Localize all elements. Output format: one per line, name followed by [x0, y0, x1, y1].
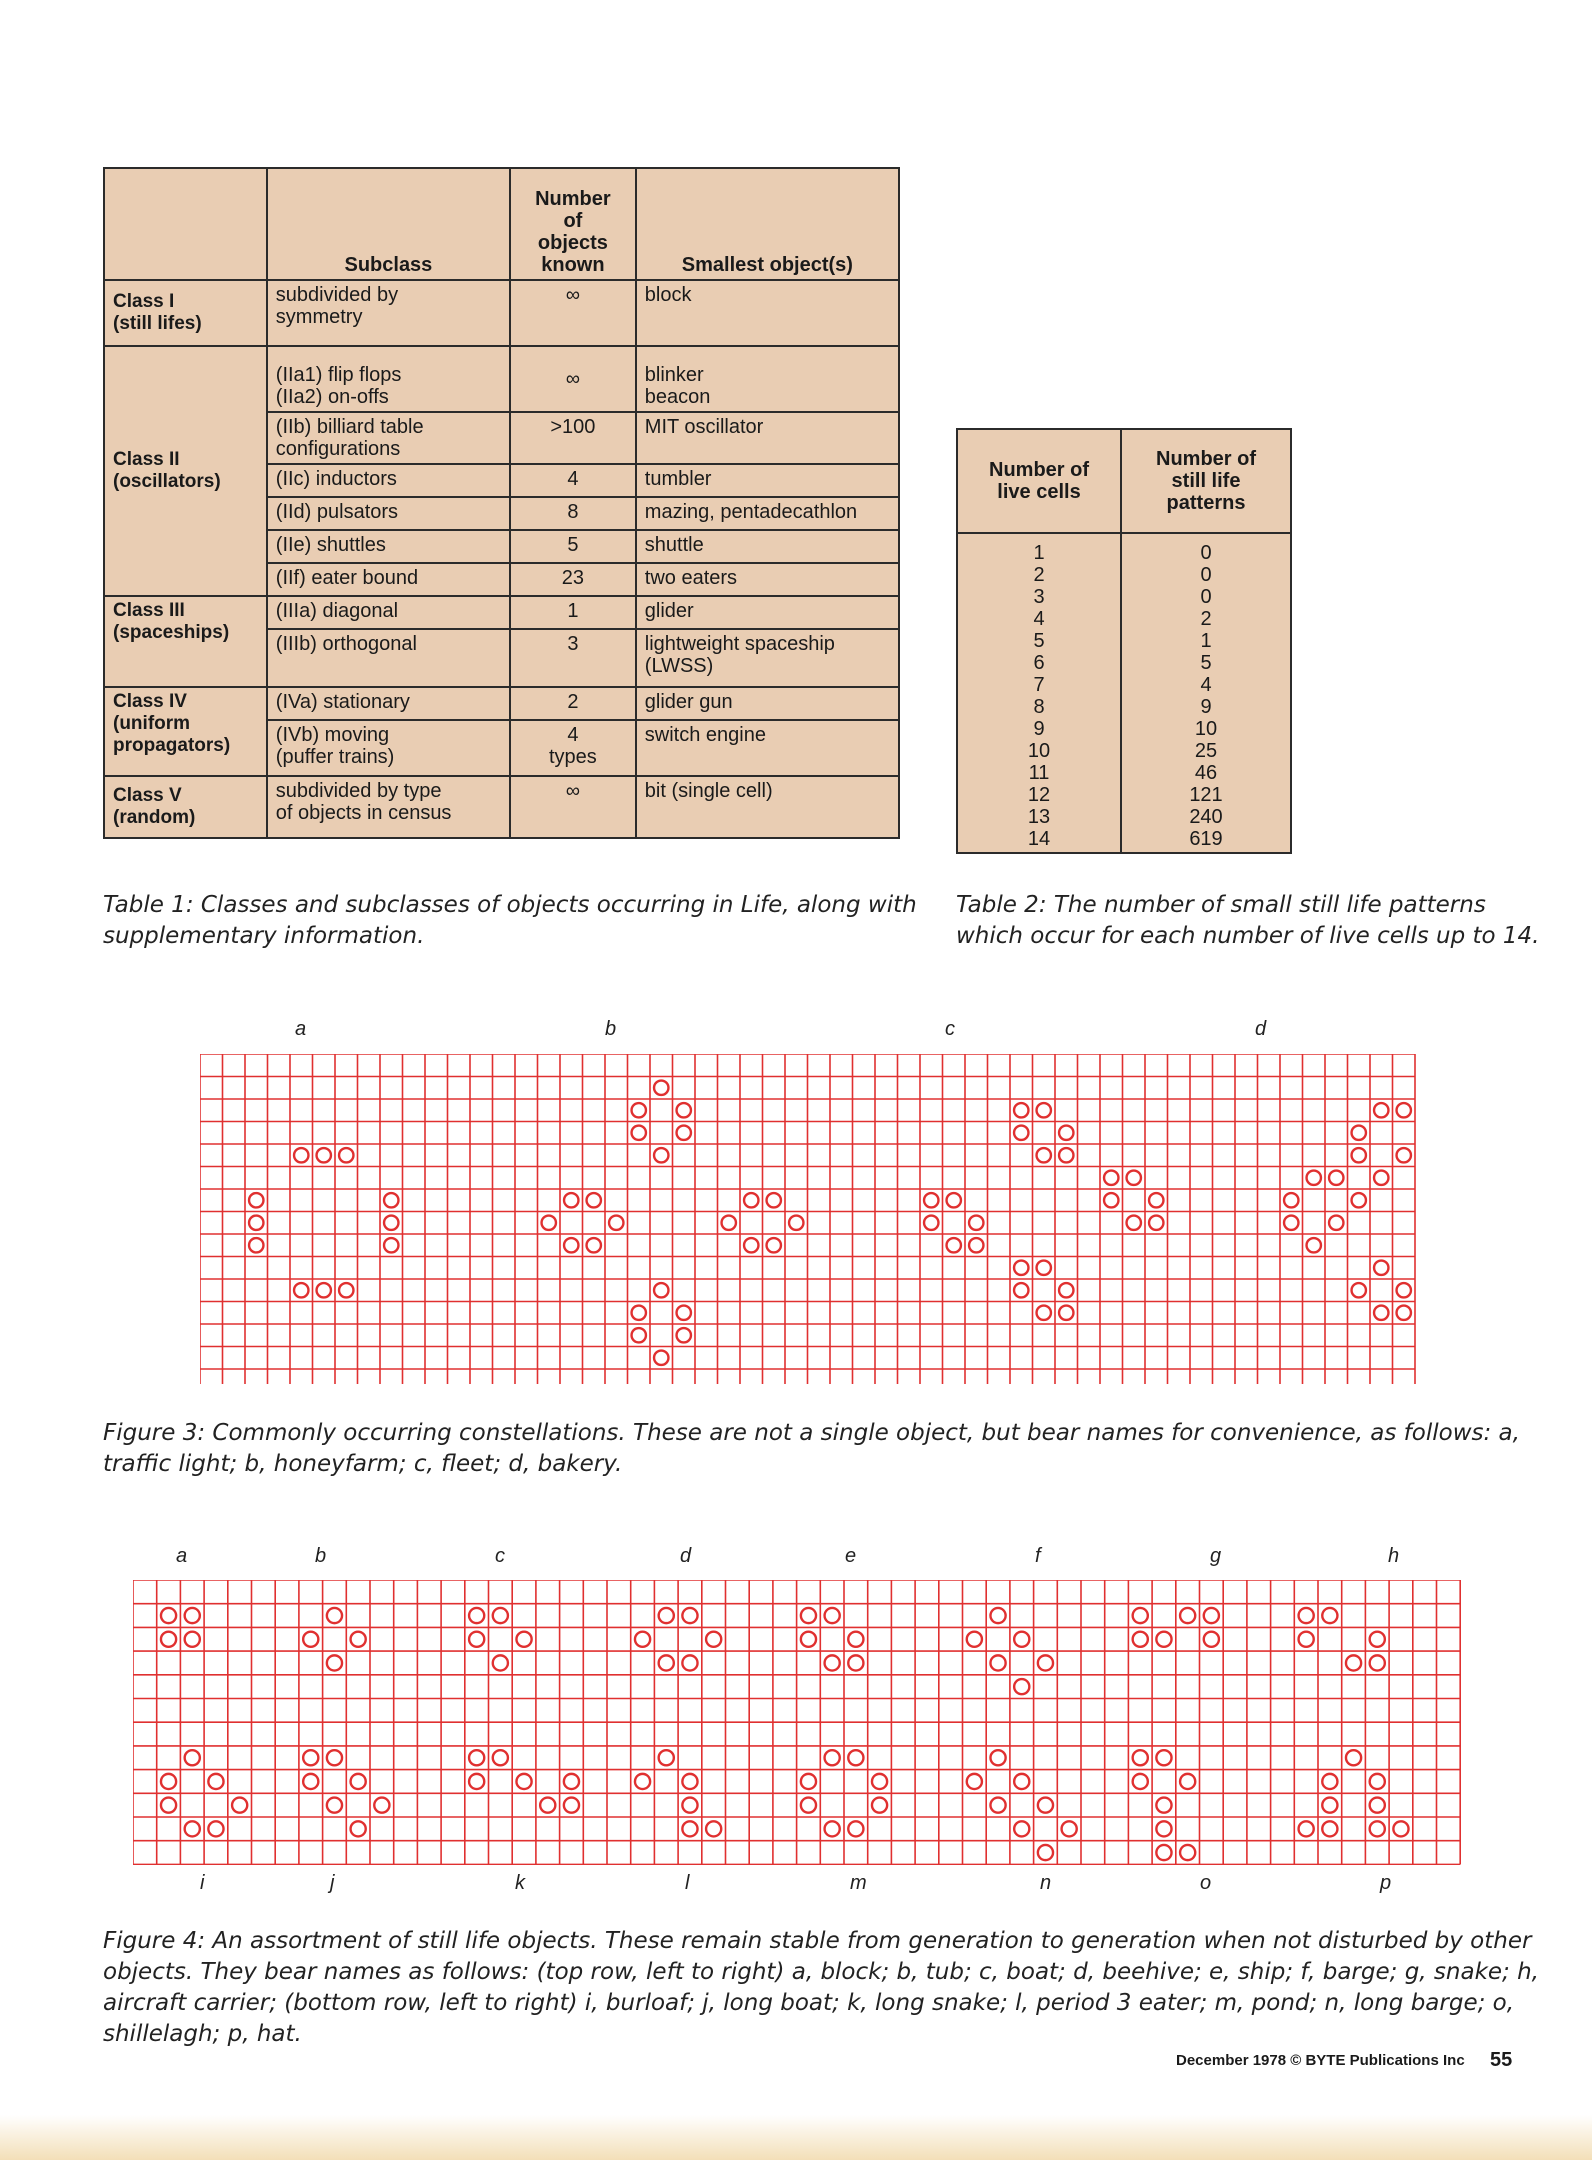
count-cell: 1	[510, 596, 636, 629]
live-cells-value: 7	[1033, 674, 1045, 696]
figure-4-label-p: p	[1380, 1872, 1392, 1894]
live-cell	[249, 1216, 263, 1230]
live-cell	[1322, 1608, 1337, 1623]
count-cell: 4	[510, 464, 636, 497]
live-cell	[677, 1306, 691, 1320]
live-cell	[1346, 1655, 1361, 1670]
live-cell	[1156, 1845, 1171, 1860]
live-cell	[1352, 1193, 1366, 1207]
live-cell	[1038, 1845, 1053, 1860]
live-cell	[848, 1655, 863, 1670]
class-v-label: Class V (random)	[104, 776, 267, 838]
live-cell	[516, 1774, 531, 1789]
live-cell	[303, 1750, 318, 1765]
live-cell	[249, 1238, 263, 1252]
live-cell	[161, 1632, 176, 1647]
live-cells-value: 8	[1033, 696, 1045, 718]
figure-4-caption: Figure 4: An assortment of still life objects. These remain stable from generation to generation when not disturbed by other objects. They bear names as follows: (top row, left to right) a, block; b, tub; c, boat; d, beehive; e, ship; f, barge; g, snake; h, aircraft carrier; (bottom row, left to right) i, burloaf; j, long boat; k, long snake; l, period 3 eater; m, pond; n, long barge; o, shillelagh; p, hat.	[103, 1928, 1539, 2047]
figure-4-label-a: a	[176, 1545, 188, 1567]
table-row	[104, 776, 899, 838]
live-cell	[632, 1306, 646, 1320]
subclass-cell: (IVa) stationary	[267, 687, 510, 720]
live-cell	[1284, 1193, 1298, 1207]
live-cell	[1352, 1148, 1366, 1162]
live-cell	[1014, 1103, 1028, 1117]
live-cell	[848, 1632, 863, 1647]
live-cell	[1038, 1798, 1053, 1813]
live-cell	[1149, 1193, 1163, 1207]
live-cell	[632, 1103, 646, 1117]
page-edge	[0, 2115, 1592, 2160]
live-cell	[1352, 1283, 1366, 1297]
live-cell	[1307, 1238, 1321, 1252]
table-row	[104, 346, 899, 412]
live-cell	[303, 1632, 318, 1647]
smallest-cell: bit (single cell)	[636, 776, 899, 838]
live-cell	[1307, 1171, 1321, 1185]
live-cell	[564, 1193, 578, 1207]
count-cell: 3	[510, 629, 636, 687]
smallest-cell: shuttle	[636, 530, 899, 563]
live-cell	[1370, 1821, 1385, 1836]
figure-4-label-f: f	[1035, 1545, 1041, 1567]
live-cells-value: 14	[1027, 828, 1051, 850]
figure-4-grid	[133, 1580, 1485, 1865]
live-cell	[1149, 1216, 1163, 1230]
table-1-header-smallest: Smallest object(s)	[636, 168, 899, 280]
live-cell	[1374, 1261, 1388, 1275]
live-cell	[161, 1798, 176, 1813]
subclass-cell: (IIIa) diagonal	[267, 596, 510, 629]
live-cell	[1038, 1655, 1053, 1670]
count-cell: ∞	[510, 346, 636, 412]
figure-3-label-a: a	[295, 1018, 307, 1040]
live-cell	[1156, 1750, 1171, 1765]
live-cell	[801, 1608, 816, 1623]
smallest-cell: tumbler	[636, 464, 899, 497]
live-cell	[1322, 1774, 1337, 1789]
live-cell	[990, 1655, 1005, 1670]
patterns-value: 0	[1200, 586, 1212, 608]
live-cell	[493, 1750, 508, 1765]
live-cell	[1322, 1798, 1337, 1813]
live-cell	[682, 1655, 697, 1670]
live-cell	[469, 1774, 484, 1789]
live-cell	[990, 1608, 1005, 1623]
live-cell	[1037, 1261, 1051, 1275]
live-cell	[635, 1774, 650, 1789]
count-cell: 4 types	[510, 720, 636, 776]
live-cell	[1059, 1148, 1073, 1162]
live-cell	[1037, 1306, 1051, 1320]
live-cell	[1037, 1148, 1051, 1162]
live-cell	[767, 1193, 781, 1207]
live-cell	[682, 1798, 697, 1813]
live-cell	[677, 1126, 691, 1140]
smallest-cell: switch engine	[636, 720, 899, 776]
live-cell	[1397, 1306, 1411, 1320]
live-cell	[1204, 1632, 1219, 1647]
live-cell	[1204, 1608, 1219, 1623]
live-cell	[294, 1148, 308, 1162]
live-cell	[1329, 1171, 1343, 1185]
patterns-value: 0	[1200, 542, 1212, 564]
table-2-header-patterns: Number of still life patterns	[1121, 429, 1291, 533]
patterns-value: 2	[1200, 608, 1212, 630]
patterns-value: 25	[1194, 740, 1218, 762]
live-cell	[682, 1774, 697, 1789]
count-cell: 8	[510, 497, 636, 530]
live-cell	[1156, 1632, 1171, 1647]
figure-4-label-l: l	[685, 1872, 690, 1894]
patterns-value: 0	[1200, 564, 1212, 586]
patterns-value: 240	[1189, 806, 1223, 828]
live-cell	[1397, 1148, 1411, 1162]
smallest-cell: mazing, pentadecathlon	[636, 497, 899, 530]
live-cell	[384, 1216, 398, 1230]
live-cell	[682, 1608, 697, 1623]
live-cell	[161, 1608, 176, 1623]
live-cell	[587, 1193, 601, 1207]
live-cells-value: 13	[1027, 806, 1051, 828]
patterns-value: 9	[1200, 696, 1212, 718]
live-cell	[249, 1193, 263, 1207]
live-cell	[969, 1216, 983, 1230]
live-cell	[185, 1632, 200, 1647]
subclass-cell: (IVb) moving (puffer trains)	[267, 720, 510, 776]
live-cells-value: 11	[1028, 762, 1050, 784]
patterns-value: 1	[1200, 630, 1212, 652]
live-cell	[947, 1193, 961, 1207]
live-cell	[632, 1126, 646, 1140]
live-cell	[1397, 1103, 1411, 1117]
live-cell	[1374, 1103, 1388, 1117]
live-cell	[374, 1798, 389, 1813]
smallest-cell: block	[636, 280, 899, 346]
live-cell	[317, 1148, 331, 1162]
live-cells-value: 3	[1033, 586, 1045, 608]
figure-4-label-d: d	[680, 1545, 692, 1567]
count-cell: 2	[510, 687, 636, 720]
live-cell	[990, 1750, 1005, 1765]
live-cell	[872, 1774, 887, 1789]
live-cell	[1329, 1216, 1343, 1230]
subclass-cell: (IId) pulsators	[267, 497, 510, 530]
live-cell	[232, 1798, 247, 1813]
live-cell	[1014, 1126, 1028, 1140]
live-cell	[185, 1608, 200, 1623]
live-cell	[542, 1216, 556, 1230]
live-cell	[990, 1798, 1005, 1813]
live-cell	[185, 1821, 200, 1836]
patterns-value: 46	[1194, 762, 1218, 784]
smallest-cell: MIT oscillator	[636, 412, 899, 464]
live-cell	[659, 1655, 674, 1670]
live-cell	[801, 1774, 816, 1789]
table-row	[104, 596, 899, 629]
live-cell	[327, 1655, 342, 1670]
count-cell: 23	[510, 563, 636, 596]
live-cell	[767, 1238, 781, 1252]
patterns-value: 4	[1200, 674, 1212, 696]
figure-4-label-i: i	[200, 1872, 205, 1894]
live-cell	[564, 1774, 579, 1789]
live-cells-column	[957, 533, 1121, 853]
live-cell	[493, 1655, 508, 1670]
figure-4-label-g: g	[1210, 1545, 1222, 1567]
live-cell	[469, 1632, 484, 1647]
live-cell	[1014, 1261, 1028, 1275]
subclass-cell: (IIc) inductors	[267, 464, 510, 497]
subclass-cell: (IIf) eater bound	[267, 563, 510, 596]
live-cell	[1014, 1774, 1029, 1789]
smallest-cell: lightweight spaceship (LWSS)	[636, 629, 899, 687]
table-2-caption: Table 2: The number of small still life patterns which occur for each number of live cells up to 14.	[956, 892, 1540, 949]
live-cell	[654, 1081, 668, 1095]
figure-4-label-m: m	[850, 1872, 867, 1894]
patterns-column	[1121, 533, 1291, 853]
live-cells-value: 5	[1033, 630, 1045, 652]
patterns-value: 10	[1194, 718, 1218, 740]
figure-4-label-e: e	[845, 1545, 857, 1567]
live-cell	[208, 1774, 223, 1789]
figure-4-label-b: b	[315, 1545, 327, 1567]
live-cell	[1370, 1798, 1385, 1813]
live-cell	[654, 1283, 668, 1297]
live-cell	[825, 1821, 840, 1836]
subclass-cell: subdivided by type of objects in census	[267, 776, 510, 838]
live-cell	[1284, 1216, 1298, 1230]
live-cells-value: 6	[1033, 652, 1045, 674]
live-cell	[1059, 1306, 1073, 1320]
live-cell	[1133, 1750, 1148, 1765]
figure-4-label-o: o	[1200, 1872, 1212, 1894]
figure-3-label-c: c	[945, 1018, 955, 1040]
count-cell: 5	[510, 530, 636, 563]
live-cell	[1370, 1632, 1385, 1647]
count-cell: ∞	[510, 776, 636, 838]
figure-3-label-b: b	[605, 1018, 617, 1040]
live-cell	[1180, 1774, 1195, 1789]
live-cell	[516, 1632, 531, 1647]
live-cell	[682, 1821, 697, 1836]
live-cell	[327, 1750, 342, 1765]
subclass-cell: (IIb) billiard table configurations	[267, 412, 510, 464]
live-cell	[384, 1238, 398, 1252]
live-cell	[493, 1608, 508, 1623]
live-cell	[872, 1798, 887, 1813]
live-cells-value: 4	[1033, 608, 1045, 630]
live-cell	[1397, 1283, 1411, 1297]
live-cell	[1133, 1774, 1148, 1789]
figure-3-label-d: d	[1255, 1018, 1267, 1040]
live-cell	[351, 1774, 366, 1789]
live-cell	[659, 1608, 674, 1623]
live-cell	[924, 1193, 938, 1207]
live-cell	[1014, 1821, 1029, 1836]
live-cells-value: 10	[1027, 740, 1051, 762]
patterns-value: 5	[1200, 652, 1212, 674]
table-2	[956, 428, 1292, 854]
smallest-cell: glider gun	[636, 687, 899, 720]
table-2-header-row	[957, 429, 1291, 533]
live-cell	[722, 1216, 736, 1230]
live-cell	[1133, 1632, 1148, 1647]
table-1-header-subclass: Subclass	[267, 168, 510, 280]
page-number: 55	[1490, 2049, 1513, 2071]
live-cell	[1127, 1216, 1141, 1230]
live-cells-value: 9	[1033, 718, 1045, 740]
class-i-label: Class I (still lifes)	[104, 280, 267, 346]
live-cell	[789, 1216, 803, 1230]
live-cell	[1104, 1171, 1118, 1185]
live-cell	[1104, 1193, 1118, 1207]
live-cell	[1374, 1306, 1388, 1320]
smallest-cell: two eaters	[636, 563, 899, 596]
live-cell	[1037, 1103, 1051, 1117]
live-cell	[677, 1328, 691, 1342]
live-cell	[967, 1632, 982, 1647]
live-cell	[1180, 1608, 1195, 1623]
figure-4-label-k: k	[515, 1872, 525, 1894]
live-cell	[969, 1238, 983, 1252]
live-cell	[1014, 1632, 1029, 1647]
live-cell	[825, 1608, 840, 1623]
table-1-caption: Table 1: Classes and subclasses of objects occurring in Life, along with supplementary information.	[103, 892, 917, 949]
patterns-value: 619	[1189, 828, 1223, 850]
live-cell	[848, 1821, 863, 1836]
live-cell	[317, 1283, 331, 1297]
live-cell	[848, 1750, 863, 1765]
live-cell	[1370, 1774, 1385, 1789]
live-cell	[469, 1750, 484, 1765]
live-cell	[1346, 1750, 1361, 1765]
live-cell	[1374, 1171, 1388, 1185]
live-cell	[1299, 1821, 1314, 1836]
live-cell	[564, 1238, 578, 1252]
patterns-value: 121	[1189, 784, 1223, 806]
class-iv-label: Class IV (uniform propagators)	[104, 687, 267, 776]
live-cell	[587, 1238, 601, 1252]
figure-4-label-h: h	[1388, 1545, 1400, 1567]
table-1-header-row	[104, 168, 899, 280]
class-iii-label: Class III (spaceships)	[104, 596, 267, 687]
live-cell	[1299, 1632, 1314, 1647]
live-cell	[540, 1798, 555, 1813]
table-2-header-live-cells: Number of live cells	[957, 429, 1121, 533]
live-cell	[339, 1283, 353, 1297]
live-cell	[303, 1774, 318, 1789]
table-row	[104, 687, 899, 720]
live-cell	[1370, 1655, 1385, 1670]
figure-3-grid	[200, 1054, 1416, 1384]
live-cells-value: 1	[1033, 542, 1045, 564]
live-cell	[1352, 1126, 1366, 1140]
live-cell	[947, 1238, 961, 1252]
live-cell	[1059, 1283, 1073, 1297]
live-cell	[564, 1798, 579, 1813]
figure-4-label-n: n	[1040, 1872, 1052, 1894]
live-cell	[161, 1774, 176, 1789]
figure-4-label-c: c	[495, 1545, 505, 1567]
subclass-cell: (IIIb) orthogonal	[267, 629, 510, 687]
live-cell	[384, 1193, 398, 1207]
live-cell	[654, 1351, 668, 1365]
table-1-header-count: Number of objects known	[510, 168, 636, 280]
table-row	[104, 280, 899, 346]
live-cell	[327, 1798, 342, 1813]
live-cell	[351, 1821, 366, 1836]
live-cell	[1059, 1126, 1073, 1140]
live-cell	[339, 1148, 353, 1162]
count-cell: >100	[510, 412, 636, 464]
smallest-cell: glider	[636, 596, 899, 629]
live-cell	[967, 1774, 982, 1789]
live-cell	[1127, 1171, 1141, 1185]
live-cell	[327, 1608, 342, 1623]
live-cell	[801, 1632, 816, 1647]
live-cell	[654, 1148, 668, 1162]
live-cell	[659, 1750, 674, 1765]
live-cell	[1322, 1821, 1337, 1836]
live-cell	[1156, 1798, 1171, 1813]
live-cell	[924, 1216, 938, 1230]
subclass-cell: (IIe) shuttles	[267, 530, 510, 563]
live-cells-value: 12	[1027, 784, 1051, 806]
live-cell	[706, 1821, 721, 1836]
live-cell	[294, 1283, 308, 1297]
subclass-cell: subdivided by symmetry	[267, 280, 510, 346]
live-cell	[1014, 1283, 1028, 1297]
table-1	[103, 167, 900, 839]
live-cell	[1299, 1608, 1314, 1623]
live-cell	[1180, 1845, 1195, 1860]
class-ii-label: Class II (oscillators)	[104, 346, 267, 596]
live-cell	[801, 1798, 816, 1813]
live-cell	[744, 1238, 758, 1252]
live-cell	[825, 1750, 840, 1765]
live-cell	[744, 1193, 758, 1207]
live-cells-value: 2	[1033, 564, 1045, 586]
live-cell	[1393, 1821, 1408, 1836]
live-cell	[635, 1632, 650, 1647]
live-cell	[1156, 1821, 1171, 1836]
live-cell	[632, 1328, 646, 1342]
live-cell	[1133, 1608, 1148, 1623]
figure-3-caption: Figure 3: Commonly occurring constellations. These are not a single object, but bear names for convenience, as follows: a, traffic light; b, honeyfarm; c, fleet; d, bakery.	[103, 1420, 1520, 1477]
live-cell	[208, 1821, 223, 1836]
live-cell	[706, 1632, 721, 1647]
count-cell: ∞	[510, 280, 636, 346]
live-cell	[609, 1216, 623, 1230]
live-cell	[185, 1750, 200, 1765]
subclass-cell: (IIa1) flip flops (IIa2) on-offs	[267, 346, 510, 412]
live-cell	[1062, 1821, 1077, 1836]
live-cell	[1014, 1679, 1029, 1694]
footer-credit: December 1978 © BYTE Publications Inc	[1176, 2052, 1465, 2069]
live-cell	[469, 1608, 484, 1623]
table-1-header-class	[104, 168, 267, 280]
live-cell	[825, 1655, 840, 1670]
figure-4-label-j: j	[330, 1872, 335, 1894]
live-cell	[351, 1632, 366, 1647]
table-2-body-row	[957, 533, 1291, 853]
live-cell	[677, 1103, 691, 1117]
smallest-cell: blinker beacon	[636, 346, 899, 412]
